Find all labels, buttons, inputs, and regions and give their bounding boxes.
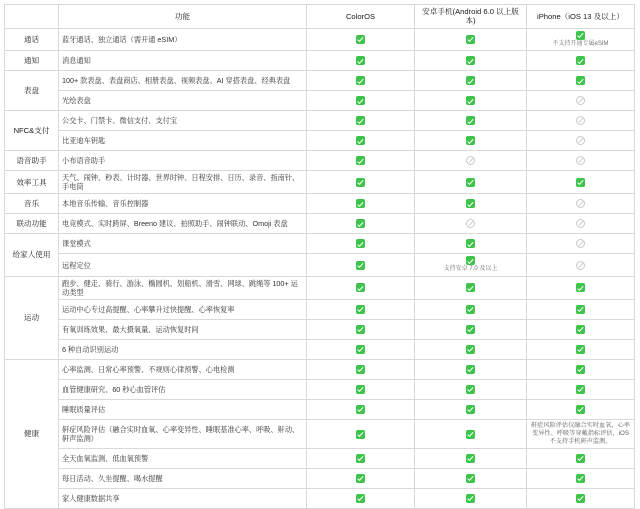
- category-cell: 表盘: [5, 71, 59, 111]
- check-icon: [356, 345, 365, 354]
- ios-support-cell: [527, 359, 635, 379]
- ios-support-cell: [527, 28, 635, 51]
- feature-cell: 鼾症风险评估（融合实时血氧、心率变异性、睡眠基准心率、呼吸、鼾动、鼾声监测）: [59, 419, 307, 448]
- table-row: [5, 299, 635, 319]
- table-row: [5, 214, 635, 234]
- ios-support-cell: [527, 111, 635, 131]
- coloros-support-cell: [307, 419, 415, 448]
- android-support-cell: [415, 71, 527, 91]
- feature-cell: 睡眠质量评估: [59, 399, 307, 419]
- table-row: [5, 419, 635, 448]
- table-row: [5, 359, 635, 379]
- category-cell: 健康: [5, 359, 59, 508]
- table-row: [5, 28, 635, 51]
- check-icon: [356, 494, 365, 503]
- check-icon: [356, 385, 365, 394]
- table-row: [5, 71, 635, 91]
- table-row: [5, 171, 635, 194]
- check-icon: [466, 454, 475, 463]
- coloros-support-cell: [307, 111, 415, 131]
- coloros-support-cell: [307, 214, 415, 234]
- check-icon: [576, 345, 585, 354]
- header-cell-category: [5, 5, 59, 29]
- android-support-cell: [415, 276, 527, 299]
- coloros-support-cell: [307, 171, 415, 194]
- coloros-support-cell: [307, 234, 415, 254]
- table-row: [5, 449, 635, 469]
- ios-support-cell: [527, 91, 635, 111]
- android-support-cell: [415, 379, 527, 399]
- ios-support-cell: [527, 131, 635, 151]
- check-icon: [466, 325, 475, 334]
- check-icon: [576, 474, 585, 483]
- check-icon: [466, 365, 475, 374]
- check-icon: [356, 430, 365, 439]
- check-icon: [576, 454, 585, 463]
- check-icon: [356, 405, 365, 414]
- ios-support-cell: [527, 299, 635, 319]
- check-icon: [356, 283, 365, 292]
- coloros-support-cell: [307, 28, 415, 51]
- ios-support-cell: [527, 171, 635, 194]
- not-supported-icon: [576, 199, 585, 208]
- check-icon: [576, 31, 585, 40]
- check-icon: [356, 35, 365, 44]
- check-icon: [466, 35, 475, 44]
- not-supported-icon: [576, 261, 585, 270]
- android-support-cell: [415, 319, 527, 339]
- check-icon: [356, 325, 365, 334]
- feature-cell: 本地音乐传输、音乐控制器: [59, 194, 307, 214]
- coloros-support-cell: [307, 276, 415, 299]
- table-header: [5, 5, 635, 29]
- coloros-support-cell: [307, 194, 415, 214]
- check-icon: [356, 305, 365, 314]
- coloros-support-cell: [307, 359, 415, 379]
- table-row: [5, 131, 635, 151]
- check-icon: [356, 365, 365, 374]
- ios-support-cell: [527, 449, 635, 469]
- android-support-cell: [415, 171, 527, 194]
- coloros-support-cell: [307, 151, 415, 171]
- cell-note: 支持安卓 7.0 及以上: [443, 266, 498, 273]
- not-supported-icon: [576, 116, 585, 125]
- ios-support-cell: [527, 379, 635, 399]
- ios-support-cell: [527, 234, 635, 254]
- coloros-support-cell: [307, 51, 415, 71]
- check-icon: [466, 239, 475, 248]
- coloros-support-cell: [307, 449, 415, 469]
- ios-support-cell: [527, 194, 635, 214]
- not-supported-icon: [466, 156, 475, 165]
- check-icon: [356, 261, 365, 270]
- check-icon: [576, 405, 585, 414]
- coloros-support-cell: [307, 91, 415, 111]
- check-icon: [466, 256, 475, 265]
- android-support-cell: [415, 194, 527, 214]
- ios-support-cell: [527, 469, 635, 489]
- check-icon: [466, 405, 475, 414]
- check-icon: [356, 219, 365, 228]
- table-row: [5, 276, 635, 299]
- check-icon: [576, 283, 585, 292]
- check-icon: [356, 454, 365, 463]
- feature-cell: 心率监测、日常心率预警、不规则心律预警、心电检测: [59, 359, 307, 379]
- ios-support-cell: [527, 319, 635, 339]
- ios-support-cell: [527, 151, 635, 171]
- check-icon: [356, 136, 365, 145]
- category-cell: 通话: [5, 28, 59, 51]
- ios-support-cell: [527, 489, 635, 509]
- category-cell: NFC&支付: [5, 111, 59, 151]
- android-support-cell: [415, 131, 527, 151]
- android-support-cell: [415, 234, 527, 254]
- android-support-cell: [415, 489, 527, 509]
- android-support-cell: [415, 214, 527, 234]
- android-support-cell: [415, 254, 527, 277]
- not-supported-icon: [576, 136, 585, 145]
- feature-cell: 100+ 款表盘、表盘商店、相册表盘、视频表盘、AI 穿搭表盘、经典表盘: [59, 71, 307, 91]
- feature-cell: 蓝牙通话、独立通话（需开通 eSIM）: [59, 28, 307, 51]
- check-icon: [466, 178, 475, 187]
- check-icon: [466, 474, 475, 483]
- check-icon: [356, 56, 365, 65]
- table-row: [5, 111, 635, 131]
- check-icon: [466, 430, 475, 439]
- table-body: [5, 28, 635, 508]
- check-icon: [356, 199, 365, 208]
- coloros-support-cell: [307, 399, 415, 419]
- feature-cell: 课堂模式: [59, 234, 307, 254]
- coloros-support-cell: [307, 319, 415, 339]
- feature-cell: 小布语音助手: [59, 151, 307, 171]
- check-icon: [576, 178, 585, 187]
- category-cell: 效率工具: [5, 171, 59, 194]
- not-supported-icon: [466, 219, 475, 228]
- feature-cell: 公交卡、门禁卡、微信支付、支付宝: [59, 111, 307, 131]
- table-row: [5, 234, 635, 254]
- check-icon: [576, 385, 585, 394]
- not-supported-icon: [576, 156, 585, 165]
- table-row: [5, 194, 635, 214]
- check-icon: [466, 283, 475, 292]
- android-support-cell: [415, 111, 527, 131]
- android-support-cell: [415, 28, 527, 51]
- android-support-cell: [415, 91, 527, 111]
- android-support-cell: [415, 339, 527, 359]
- table-row: [5, 379, 635, 399]
- feature-cell: 有氧训练效果、最大摄氧量、运动恢复时间: [59, 319, 307, 339]
- coloros-support-cell: [307, 254, 415, 277]
- check-icon: [356, 474, 365, 483]
- check-icon: [466, 56, 475, 65]
- feature-cell: 全天血氧监测、低血氧预警: [59, 449, 307, 469]
- table-row: [5, 91, 635, 111]
- header-cell-coloros: ColorOS: [307, 5, 415, 29]
- ios-support-cell: [527, 419, 635, 448]
- android-support-cell: [415, 359, 527, 379]
- not-supported-icon: [576, 219, 585, 228]
- category-cell: 联动功能: [5, 214, 59, 234]
- compatibility-table: [4, 4, 635, 509]
- feature-cell: 比亚迪车钥匙: [59, 131, 307, 151]
- ios-support-cell: [527, 214, 635, 234]
- check-icon: [466, 385, 475, 394]
- android-support-cell: [415, 299, 527, 319]
- table-row: [5, 319, 635, 339]
- cell-note: 鼾症风险评估仅融合实时血氧、心率变异性、呼吸等穿戴指标评估，iOS 不支持手机鼾声监测。: [531, 421, 630, 446]
- coloros-support-cell: [307, 339, 415, 359]
- check-icon: [356, 239, 365, 248]
- not-supported-icon: [576, 239, 585, 248]
- coloros-support-cell: [307, 131, 415, 151]
- android-support-cell: [415, 419, 527, 448]
- android-support-cell: [415, 51, 527, 71]
- check-icon: [466, 136, 475, 145]
- feature-cell: 电竞模式、实时跨屏、Breeno 建议、拍照助手、闹钟联动、Omoji 表盘: [59, 214, 307, 234]
- coloros-support-cell: [307, 379, 415, 399]
- check-icon: [356, 178, 365, 187]
- category-cell: 给家人使用: [5, 234, 59, 277]
- check-icon: [466, 494, 475, 503]
- feature-cell: 跑步、健走、骑行、游泳、椭圆机、划船机、滑雪、网球、跳绳等 100+ 运动类型: [59, 276, 307, 299]
- check-icon: [356, 156, 365, 165]
- ios-support-cell: [527, 339, 635, 359]
- feature-cell: 6 种自动识别运动: [59, 339, 307, 359]
- category-cell: 运动: [5, 276, 59, 359]
- table-row: [5, 339, 635, 359]
- check-icon: [576, 325, 585, 334]
- ios-support-cell: [527, 71, 635, 91]
- check-icon: [356, 116, 365, 125]
- coloros-support-cell: [307, 299, 415, 319]
- check-icon: [466, 96, 475, 105]
- category-cell: 音乐: [5, 194, 59, 214]
- cell-note: 不支持开通专属eSIM: [552, 40, 609, 47]
- coloros-support-cell: [307, 469, 415, 489]
- android-support-cell: [415, 449, 527, 469]
- coloros-support-cell: [307, 71, 415, 91]
- feature-cell: 每日活动、久坐提醒、喝水提醒: [59, 469, 307, 489]
- ios-support-cell: [527, 51, 635, 71]
- check-icon: [356, 76, 365, 85]
- check-icon: [466, 345, 475, 354]
- feature-cell: 天气、闹钟、秒表、计时器、世界时钟、日程安排、日历、录音、指南针、手电筒: [59, 171, 307, 194]
- check-icon: [576, 494, 585, 503]
- table-row: [5, 151, 635, 171]
- coloros-support-cell: [307, 489, 415, 509]
- android-support-cell: [415, 469, 527, 489]
- table-row: [5, 254, 635, 277]
- category-cell: 语音助手: [5, 151, 59, 171]
- check-icon: [466, 76, 475, 85]
- check-icon: [576, 56, 585, 65]
- header-cell-android: 安卓手机(Android 6.0 以上版本): [415, 5, 527, 29]
- check-icon: [576, 76, 585, 85]
- table-row: [5, 51, 635, 71]
- table-row: [5, 469, 635, 489]
- feature-cell: 远程定位: [59, 254, 307, 277]
- category-cell: 通知: [5, 51, 59, 71]
- ios-support-cell: [527, 254, 635, 277]
- header-cell-ios: iPhone（iOS 13 及以上）: [527, 5, 635, 29]
- table-row: [5, 489, 635, 509]
- check-icon: [356, 96, 365, 105]
- check-icon: [576, 365, 585, 374]
- android-support-cell: [415, 399, 527, 419]
- feature-cell: 家人健康数据共享: [59, 489, 307, 509]
- check-icon: [466, 305, 475, 314]
- header-cell-feature: 功能: [59, 5, 307, 29]
- not-supported-icon: [576, 96, 585, 105]
- ios-support-cell: [527, 276, 635, 299]
- header-row: [5, 5, 635, 29]
- feature-cell: 血管健康研究、60 秒心血管评估: [59, 379, 307, 399]
- feature-cell: 运动中心专过高提醒、心率攀升过快提醒、心率恢复率: [59, 299, 307, 319]
- feature-cell: 消息通知: [59, 51, 307, 71]
- check-icon: [576, 305, 585, 314]
- feature-cell: 光绘表盘: [59, 91, 307, 111]
- android-support-cell: [415, 151, 527, 171]
- ios-support-cell: [527, 399, 635, 419]
- check-icon: [466, 199, 475, 208]
- table-row: [5, 399, 635, 419]
- check-icon: [466, 116, 475, 125]
